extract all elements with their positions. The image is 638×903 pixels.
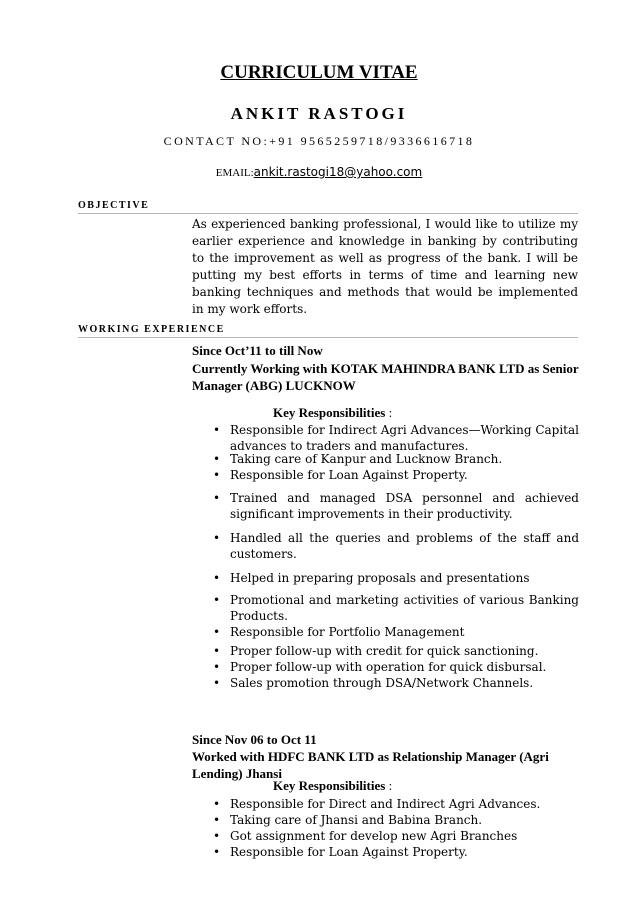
email-label: EMAIL: bbox=[215, 167, 254, 179]
contact-number: CONTACT NO:+91 9565259718/9336616718 bbox=[163, 134, 475, 148]
list-item-text: Responsible for Direct and Indirect Agri Advances. bbox=[230, 797, 541, 811]
job-2-period: Since Nov 06 to Oct 11 bbox=[192, 732, 317, 747]
bullet-dot-icon: • bbox=[213, 660, 221, 674]
list-item bbox=[213, 451, 579, 467]
email-line bbox=[0, 165, 638, 179]
bullet-dot-icon: • bbox=[213, 829, 221, 843]
list-item-text: Responsible for Loan Against Property. bbox=[230, 845, 468, 859]
bullet-dot-icon: • bbox=[213, 531, 221, 545]
job-2-role-line-1: Worked with HDFC BANK LTD as Relationship Manager (Agri bbox=[192, 749, 549, 764]
list-item-text: Responsible for Portfolio Management bbox=[230, 625, 465, 639]
key-responsibilities-suffix: : bbox=[385, 405, 393, 420]
key-responsibilities-label: Key Responsibilities bbox=[273, 405, 386, 420]
list-item-text: Responsible for Loan Against Property. bbox=[230, 468, 468, 482]
list-item bbox=[213, 828, 579, 844]
list-item bbox=[213, 490, 579, 522]
job-1-period: Since Oct’11 to till Now bbox=[192, 343, 323, 358]
bullet-dot-icon: • bbox=[213, 491, 221, 505]
bullet-dot-icon: • bbox=[213, 468, 221, 482]
list-item-text: Handled all the queries and problems of the staff and customers. bbox=[230, 531, 579, 561]
list-item bbox=[213, 422, 579, 454]
bullet-dot-icon: • bbox=[213, 625, 221, 639]
job-1-role-line-2: Manager (ABG) LUCKNOW bbox=[192, 378, 356, 393]
bullet-dot-icon: • bbox=[213, 797, 221, 811]
list-item-text: Taking care of Kanpur and Lucknow Branch. bbox=[230, 452, 503, 466]
list-item bbox=[213, 624, 579, 640]
list-item-text: Proper follow-up with credit for quick sanctioning. bbox=[230, 644, 539, 658]
key-responsibilities-suffix: : bbox=[385, 778, 393, 793]
job-1-key-responsibilities bbox=[273, 405, 392, 421]
list-item bbox=[213, 643, 579, 659]
list-item-text: Taking care of Jhansi and Babina Branch. bbox=[230, 813, 483, 827]
list-item bbox=[213, 812, 579, 828]
bullet-dot-icon: • bbox=[213, 593, 221, 607]
list-item-text: Got assignment for develop new Agri Branches bbox=[230, 829, 518, 843]
list-item-text: Responsible for Indirect Agri Advances—Working Capital advances to traders and manufactures. bbox=[230, 423, 579, 453]
objective-text: As experienced banking professional, I would like to utilize my earlier experience and knowledge in banking by contributing to the improvement as well as progress of the bank. I will be putting my best efforts in terms of time and learning new banking techniques and methods that would be implemented in my work efforts. bbox=[192, 217, 578, 316]
document-title: CURRICULUM VITAE bbox=[220, 62, 418, 83]
list-item-text: Helped in preparing proposals and presentations bbox=[230, 571, 530, 585]
candidate-name: ANKIT RASTOGI bbox=[230, 104, 408, 123]
bullet-dot-icon: • bbox=[213, 644, 221, 658]
list-item bbox=[213, 530, 579, 562]
list-item bbox=[213, 796, 579, 812]
list-item bbox=[213, 592, 579, 624]
list-item-text: Sales promotion through DSA/Network Channels. bbox=[230, 676, 534, 690]
list-item bbox=[213, 675, 579, 691]
list-item bbox=[213, 844, 579, 860]
experience-heading: WORKING EXPERIENCE bbox=[78, 324, 578, 338]
email-link[interactable]: ankit.rastogi18@yahoo.com bbox=[253, 165, 423, 179]
bullet-dot-icon: • bbox=[213, 813, 221, 827]
list-item-text: Proper follow-up with operation for quick disbursal. bbox=[230, 660, 547, 674]
bullet-dot-icon: • bbox=[213, 845, 221, 859]
job-1-role-line-1: Currently Working with KOTAK MAHINDRA BANK LTD as Senior bbox=[192, 361, 579, 376]
job-2-role-line-2: Lending) Jhansi bbox=[192, 766, 282, 781]
bullet-dot-icon: • bbox=[213, 452, 221, 466]
list-item bbox=[213, 570, 579, 586]
list-item bbox=[213, 467, 579, 483]
bullet-dot-icon: • bbox=[213, 571, 221, 585]
list-item-text: Trained and managed DSA personnel and achieved significant improvements in their productivity. bbox=[230, 491, 579, 521]
bullet-dot-icon: • bbox=[213, 676, 221, 690]
bullet-dot-icon: • bbox=[213, 423, 221, 437]
job-2-key-responsibilities bbox=[273, 778, 392, 794]
objective-heading: OBJECTIVE bbox=[78, 200, 578, 214]
list-item-text: Promotional and marketing activities of various Banking Products. bbox=[230, 593, 579, 623]
list-item bbox=[213, 659, 579, 675]
key-responsibilities-label: Key Responsibilities bbox=[273, 778, 386, 793]
